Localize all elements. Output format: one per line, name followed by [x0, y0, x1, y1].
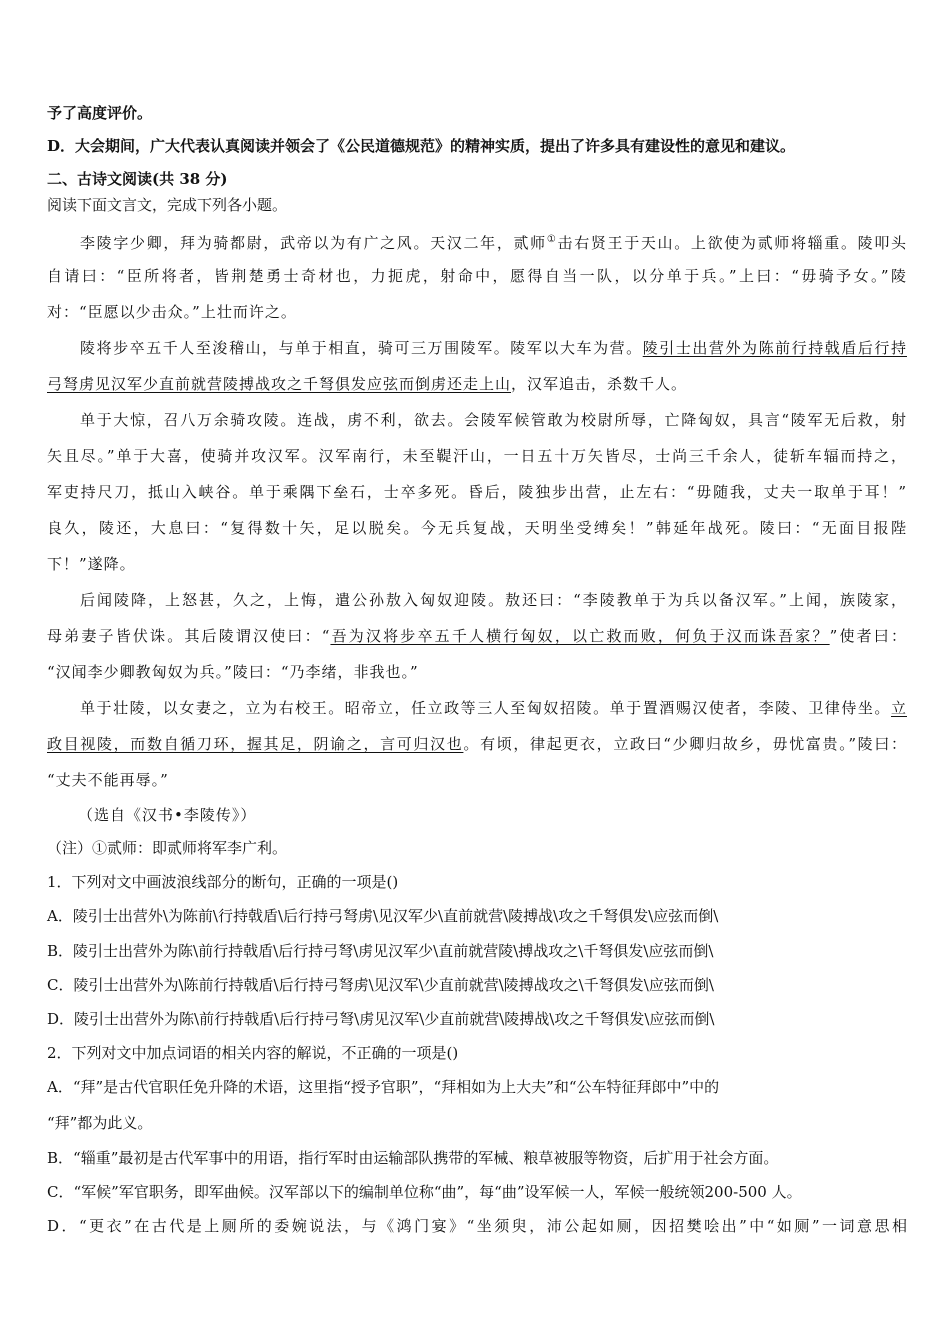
- question-2-option-c: C．“军候”军官职务，即军曲候。汉军部以下的编制单位称“曲”，每“曲”设军候一人，军候一般统领200-500 人。: [47, 1183, 802, 1201]
- wavy-underlined-text: 陵引士出营外为陈前行持戟盾后行持: [642, 339, 907, 357]
- text-line: 予了高度评价。: [47, 104, 153, 122]
- question-1-option-b: B．陵引士出营外为陈\前行持戟盾\后行持弓弩\虏见汉军少\直前就营陵\搏战攻之\千弩俱发\应弦而倒\: [47, 942, 714, 960]
- passage-line: “汉闻李少卿教匈奴为兵。”陵曰：“乃李绪，非我也。”: [47, 663, 419, 681]
- footnote-marker: ①: [546, 234, 558, 245]
- passage-line: 母弟妻子皆伏诛。其后陵谓汉使曰：“吾为汉将步卒五千人横行匈奴，以亡救而败，何负于汉而诛吾家？”使者曰：: [47, 627, 907, 645]
- question-1-option-d: D．陵引士出营外为陈\前行持戟盾\后行持弓弩\虏见汉军\少直前就营\陵搏战\攻之千弩俱发\应弦而倒\: [47, 1010, 715, 1028]
- passage-line: 对：“臣愿以少击众。”上壮而许之。: [47, 303, 297, 321]
- passage-line: 李陵字少卿，拜为骑都尉，武帝以为有广之风。天汉二年，贰师①击右贤王于天山。上欲使为贰师将辎重。陵叩头: [80, 234, 907, 252]
- question-1: 1．下列对文中画波浪线部分的断句，正确的一项是(): [47, 873, 399, 891]
- section-heading: 二、古诗文阅读(共 38 分): [47, 170, 228, 188]
- question-2-option-b: B．“辎重”最初是古代军事中的用语，指行军时由运输部队携带的军械、粮草被服等物资，后扩用于社会方面。: [47, 1149, 779, 1167]
- question-1-option-a: A．陵引士出营外\为陈前\行持戟盾\后行持弓弩虏\见汉军少\直前就营\陵搏战\攻之千弩俱发\应弦而倒\: [47, 907, 719, 925]
- passage-line: 矢且尽。”单于大喜，使骑并攻汉军。汉军南行，未至鞮汗山，一日五十万矢皆尽，士尚三千余人，徒斩车辐而持之，: [47, 447, 907, 465]
- passage-line: 后闻陵降，上怒甚，久之，上悔，遣公孙敖入匈奴迎陵。敖还曰：“李陵教单于为兵以备汉军。”上闻，族陵家，: [80, 591, 907, 609]
- wavy-underlined-text: 弓弩虏见汉军少直前就营陵搏战攻之千弩俱发应弦而倒虏还走上山: [47, 375, 512, 393]
- footnote: （注）①贰师：即贰师将军李广利。: [47, 839, 288, 857]
- passage-line: 下！”遂降。: [47, 555, 136, 573]
- question-2-option-a: A．“拜”是古代官职任免升降的术语，这里指“授予官职”，“拜相如为上大夫”和“公车特征拜郎中”中的: [47, 1078, 720, 1096]
- instruction: 阅读下面文言文，完成下列各小题。: [47, 196, 288, 214]
- passage-line: 军吏持尺刀，抵山入峡谷。单于乘隅下垒石，士卒多死。昏后，陵独步出营，止左右：“毋随我，丈夫一取单于耳！”: [47, 483, 907, 501]
- question-1-option-c: C．陵引士出营外为\陈前行持戟盾\后行持弓弩虏\见汉军\少直前就营\陵搏战攻之\千弩俱发\应弦而倒\: [47, 976, 714, 994]
- passage-line: 弓弩虏见汉军少直前就营陵搏战攻之千弩俱发应弦而倒虏还走上山，汉军追击，杀数千人。: [47, 375, 688, 393]
- underlined-text: 吾为汉将步卒五千人横行匈奴，以亡救而败，何负于汉而诛吾家？: [330, 627, 830, 645]
- passage-line: 自请曰：“臣所将者，皆荆楚勇士奇材也，力扼虎，射命中，愿得自当一队，以分单于兵。”上曰：“毋骑予女。”陵: [47, 267, 907, 285]
- passage-line: “丈夫不能再辱。”: [47, 771, 169, 789]
- question-2-option-d: D．“更衣”在古代是上厕所的委婉说法，与《鸿门宴》“坐须臾，沛公起如厕，因招樊哙出”中“如厕”一词意思相: [47, 1217, 907, 1235]
- underlined-text: 政目视陵，而数自循刀环，握其足，阴谕之，言可归汉也: [47, 735, 464, 753]
- question-2: 2．下列对文中加点词语的相关内容的解说，不正确的一项是(): [47, 1044, 459, 1062]
- source-citation: （选自《汉书•李陵传》）: [78, 806, 257, 824]
- option-d-statement: D．大会期间，广大代表认真阅读并领会了《公民道德规范》的精神实质，提出了许多具有建设性的意见和建议。: [47, 137, 796, 155]
- question-2-option-a-cont: “拜”都为此义。: [47, 1114, 153, 1132]
- passage-line: 单于大惊，召八万余骑攻陵。连战，虏不利，欲去。会陵军候管敢为校尉所辱，亡降匈奴，具言“陵军无后救，射: [80, 411, 907, 429]
- passage-line: 单于壮陵，以女妻之，立为右校王。昭帝立，任立政等三人至匈奴招陵。单于置酒赐汉使者，李陵、卫律侍坐。立: [80, 699, 907, 717]
- passage-line: 陵将步卒五千人至浚稽山，与单于相直，骑可三万围陵军。陵军以大车为营。陵引士出营外为陈前行持戟盾后行持: [80, 339, 907, 357]
- passage-line: 政目视陵，而数自循刀环，握其足，阴谕之，言可归汉也。有顷，律起更衣，立政曰“少卿归故乡，毋忧富贵。”陵曰：: [47, 735, 907, 753]
- passage-line: 良久，陵还，大息曰：“复得数十矢，足以脱矣。今无兵复战，天明坐受缚矣！”韩延年战死。陵曰：“无面目报陛: [47, 519, 907, 537]
- underlined-text: 立: [890, 699, 907, 717]
